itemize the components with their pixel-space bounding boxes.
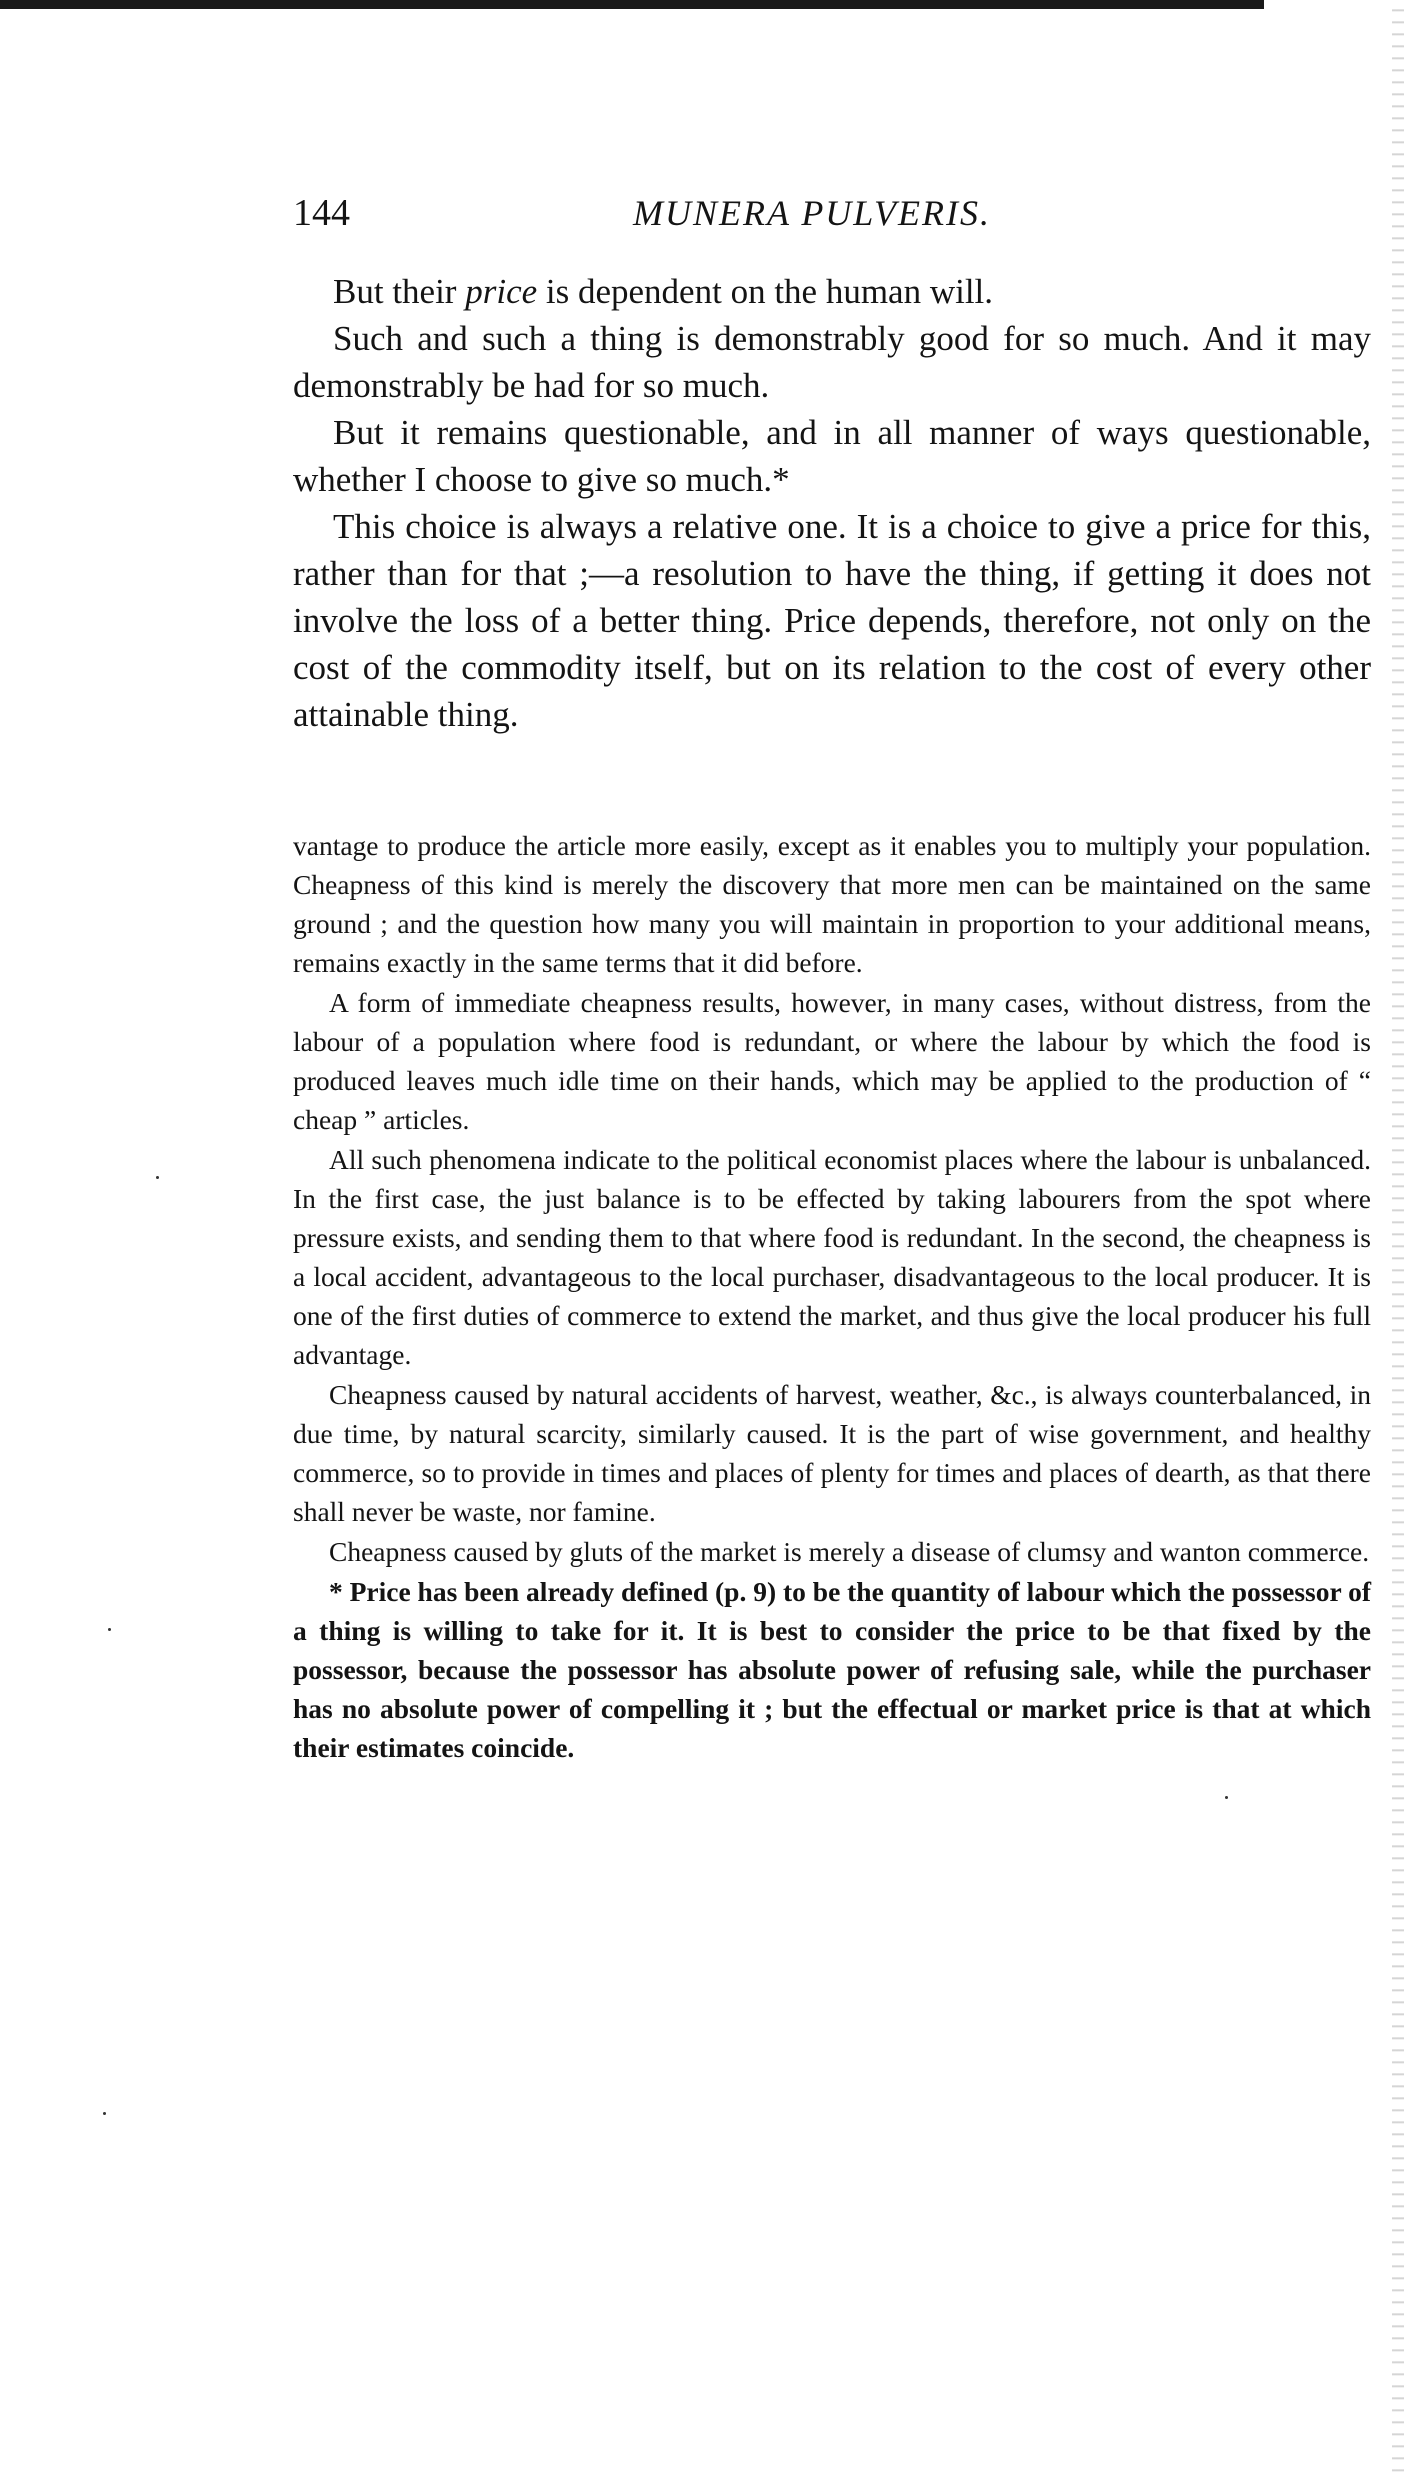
scan-speck <box>108 1628 111 1631</box>
scan-top-border <box>0 0 1264 9</box>
page-header <box>293 188 1371 238</box>
main-paragraph-3: But it remains questionable, and in all manner of ways questionable, whether I choose to give so much.* <box>293 413 1371 499</box>
main-paragraph-2: Such and such a thing is demonstrably good for so much. And it may demonstrably be had for so much. <box>293 319 1371 405</box>
note-section <box>293 826 1371 1768</box>
scan-page-edge <box>1392 0 1404 2477</box>
main-paragraph-1: But their price is dependent on the human will. <box>333 272 994 311</box>
footnote-price: * Price has been already defined (p. 9) to be the quantity of labour which the possessor of a thing is willing to take for it. It is best to consider the price to be that fixed by the possessor, because the possessor has absolute power of refusing sale, while the purchaser has no absolute power of compelling it ; but the effectual or market price is that at which their estimates coincide. <box>293 1576 1371 1763</box>
scan-speck <box>156 1176 159 1179</box>
emphasis-price: price <box>465 272 538 311</box>
scan-speck <box>1225 1796 1228 1799</box>
note-paragraph-2: A form of immediate cheapness results, however, in many cases, without distress, from the labour of a population where food is redundant, or where the labour by which the food is produced leaves much idle time on their hands, which may be applied to the production of “ cheap ” articles. <box>293 987 1371 1135</box>
note-continuation: vantage to produce the article more easily, except as it enables you to multiply your population. Cheapness of this kind is merely the discovery that more men can be maintained on the same ground ; and the question how many you will maintain in proportion to your additional means, remains exactly in the same terms that it did before. <box>293 830 1371 978</box>
running-title: MUNERA PULVERIS. <box>633 193 991 233</box>
note-paragraph-5: Cheapness caused by gluts of the market is merely a disease of clumsy and wanton commerce. <box>329 1536 1370 1567</box>
note-paragraph-3: All such phenomena indicate to the political economist places where the labour is unbalanced. In the first case, the just balance is to be effected by taking labourers from the spot where pressure exists, and sending them to that where food is redundant. In the second, the cheapness is a local accident, advantageous to the local purchaser, disadvantageous to the local producer. It is one of the first duties of commerce to extend the market, and thus give the local producer his full advantage. <box>293 1144 1371 1370</box>
scan-speck <box>103 2112 106 2115</box>
note-paragraph-4: Cheapness caused by natural accidents of harvest, weather, &c., is always counterbalanced, in due time, by natural scarcity, similarly caused. It is the part of wise government, and healthy commerce, so to provide in times and places of plenty for times and places of dearth, as that there shall never be waste, nor famine. <box>293 1379 1371 1527</box>
main-paragraph-4: This choice is always a relative one. It is a choice to give a price for this, rather than for that ;—a resolution to have the thing, if getting it does not involve the loss of a better thing. Price depends, therefore, not only on the cost of the commodity itself, but on its relation to the cost of every other attainable thing. <box>293 507 1371 734</box>
main-text <box>293 268 1371 738</box>
page-number: 144 <box>293 192 350 234</box>
